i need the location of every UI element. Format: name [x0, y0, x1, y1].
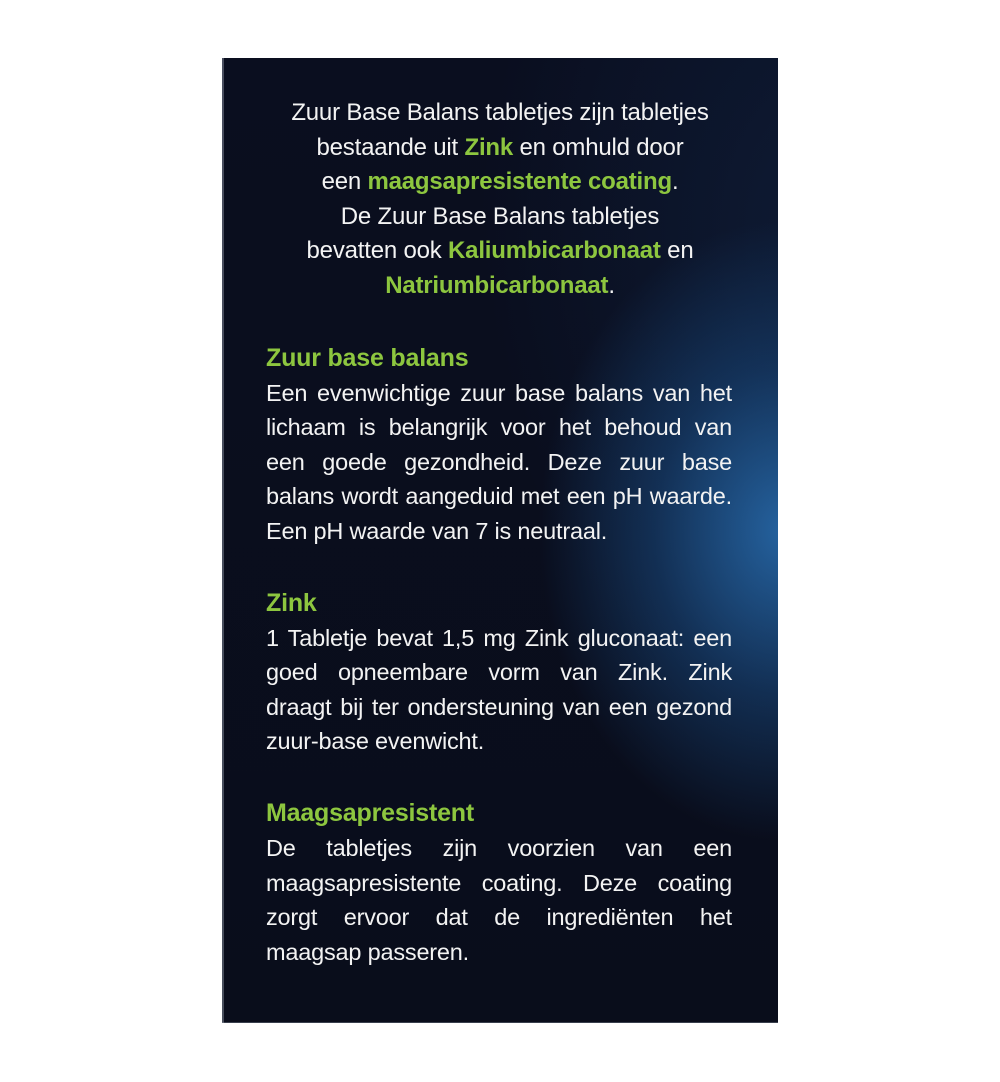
intro-paragraph: [222, 96, 778, 304]
section-heading: Maagsapresistent: [266, 798, 474, 827]
highlighted-term: maagsapresistente coating: [367, 168, 672, 196]
intro-line: [222, 234, 778, 269]
intro-text: en: [660, 237, 694, 265]
section-body: De tabletjes zijn voorzien van een maagsapresistente coating. Deze coating zorgt ervoor dat de ingrediënten het maagsap passeren.: [266, 834, 732, 965]
intro-text: bestaande uit: [316, 133, 465, 161]
info-section: [266, 586, 732, 759]
highlighted-term: Natriumbicarbonaat: [385, 271, 609, 299]
product-info-panel: [222, 58, 778, 1023]
highlighted-term: Kaliumbicarbonaat: [448, 237, 661, 265]
intro-text: De Zuur Base Balans tabletjes: [340, 202, 660, 230]
intro-text: Zuur Base Balans tabletjes zijn tabletjes: [291, 99, 709, 126]
intro-line: [222, 165, 778, 200]
info-section: [266, 341, 732, 549]
intro-text: en omhuld door: [513, 133, 684, 161]
intro-text: .: [671, 168, 679, 196]
highlighted-term: Zink: [464, 133, 514, 161]
section-body: Een evenwichtige zuur base balans van het lichaam is belangrijk voor het behoud van een goede gezondheid. Deze zuur base balans wordt aangeduid met een pH waarde. Een pH waarde van 7 is neutraal.: [266, 379, 732, 544]
intro-text: een: [321, 168, 368, 196]
intro-line: [222, 96, 778, 131]
sections: [222, 341, 778, 970]
intro-text: .: [608, 271, 615, 299]
section-heading: Zuur base balans: [266, 343, 469, 372]
intro-line: [222, 131, 778, 166]
intro-text: bevatten ook: [306, 237, 449, 265]
section-heading: Zink: [266, 588, 317, 617]
intro-line: [222, 200, 778, 235]
info-section: [266, 796, 732, 969]
intro-line: [222, 269, 778, 304]
section-body: 1 Tabletje bevat 1,5 mg Zink gluconaat: een goed opneembare vorm van Zink. Zink draagt bij ter ondersteuning van een gezond zuur-base evenwicht.: [266, 624, 732, 755]
